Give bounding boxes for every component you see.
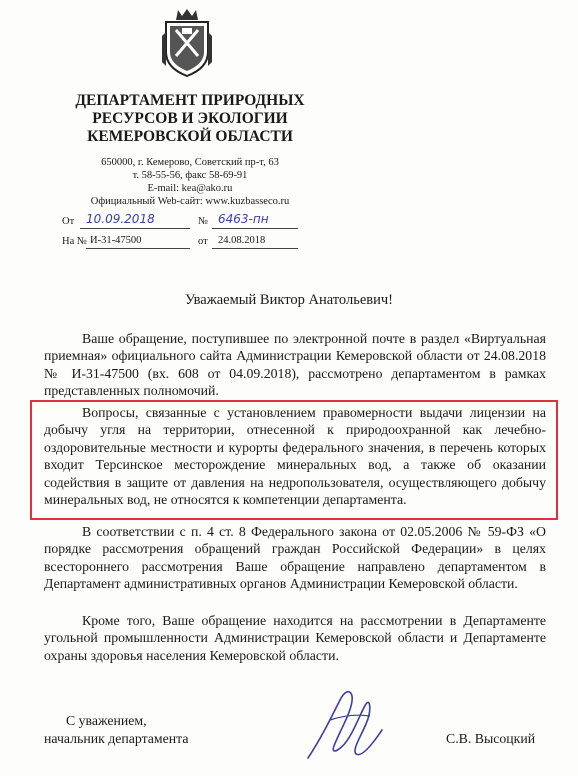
signer-name: С.В. Высоцкий — [446, 731, 536, 746]
handwritten-signature-icon — [300, 680, 390, 770]
paragraph-2-text: Вопросы, связанные с установлением правомерности выдачи лицензии на добычу угля на территории, отнесенной к природоохранной как лечебно-оздоровительные местности и курорты федерального значения, в перечень которых входит Терсинское месторождение минеральных вод, а также об оказании содействия в защите от давления на недропользователя, осуществляющего добычу минеральных вод, не относятся к компетенции департамента. — [44, 405, 546, 508]
paragraph-4 — [44, 612, 546, 664]
number-field — [212, 214, 298, 229]
coat-of-arms-icon — [160, 6, 214, 80]
number-label: № — [198, 216, 209, 227]
website-line: Официальный Web-сайт: www.kuzbasseco.ru — [90, 196, 290, 207]
signer-title: начальник департамента — [44, 731, 189, 746]
na-number-label: На № — [62, 236, 87, 247]
from-date-field — [80, 214, 190, 229]
department-name-line-3: КЕМЕРОВСКОЙ ОБЛАСТИ — [87, 128, 293, 145]
ot-label: от — [198, 236, 208, 247]
paragraph-1 — [44, 330, 546, 400]
ot-date-field — [212, 234, 298, 249]
ot-date-value: 24.08.2018 — [218, 235, 266, 246]
email-line: E-mail: kea@ako.ru — [147, 183, 233, 194]
na-number-field — [86, 234, 190, 249]
na-number-value: И-31-47500 — [90, 235, 142, 246]
phone-line: т. 58-55-56, факс 58-69-91 — [132, 170, 248, 181]
department-name-line-2: РЕСУРСОВ И ЭКОЛОГИИ — [92, 110, 288, 127]
paragraph-4-text: Кроме того, Ваше обращение находится на рассмотрении в Департаменте угольной промышленности Администрации Кемеровской области и Департаменте охраны здоровья населения Кемеровской области. — [44, 613, 546, 663]
from-label: От — [62, 216, 75, 227]
paragraph-1-text: Ваше обращение, поступившее по электронной почте в раздел «Виртуальная приемная» официального сайта Администрации Кемеровской области от 24.08.2018 № И-31-47500 (вх. 608 от 04.09.2018), рассмотрено департаментом в рамках представленных полномочий. — [44, 331, 546, 399]
paragraph-3 — [44, 523, 546, 593]
from-date-handwritten: 10.09.2018 — [86, 212, 155, 226]
highlight-box — [30, 400, 558, 520]
address-line: 650000, г. Кемерово, Советский пр-т, 63 — [101, 157, 279, 168]
number-handwritten: 6463-пн — [218, 212, 269, 226]
department-name-line-1: ДЕПАРТАМЕНТ ПРИРОДНЫХ — [75, 92, 305, 109]
closing-line: С уважением, — [66, 713, 147, 728]
paragraph-3-text: В соответствии с п. 4 ст. 8 Федерального закона от 02.05.2006 № 59-ФЗ «О порядке рассмотрения обращений граждан Российской Федерации» в целях всестороннего рассмотрения Ваше обращение направлено департаментом в Департамент административных органов Администрации Кемеровской области. — [44, 524, 546, 592]
greeting: Уважаемый Виктор Анатольевич! — [185, 292, 393, 308]
